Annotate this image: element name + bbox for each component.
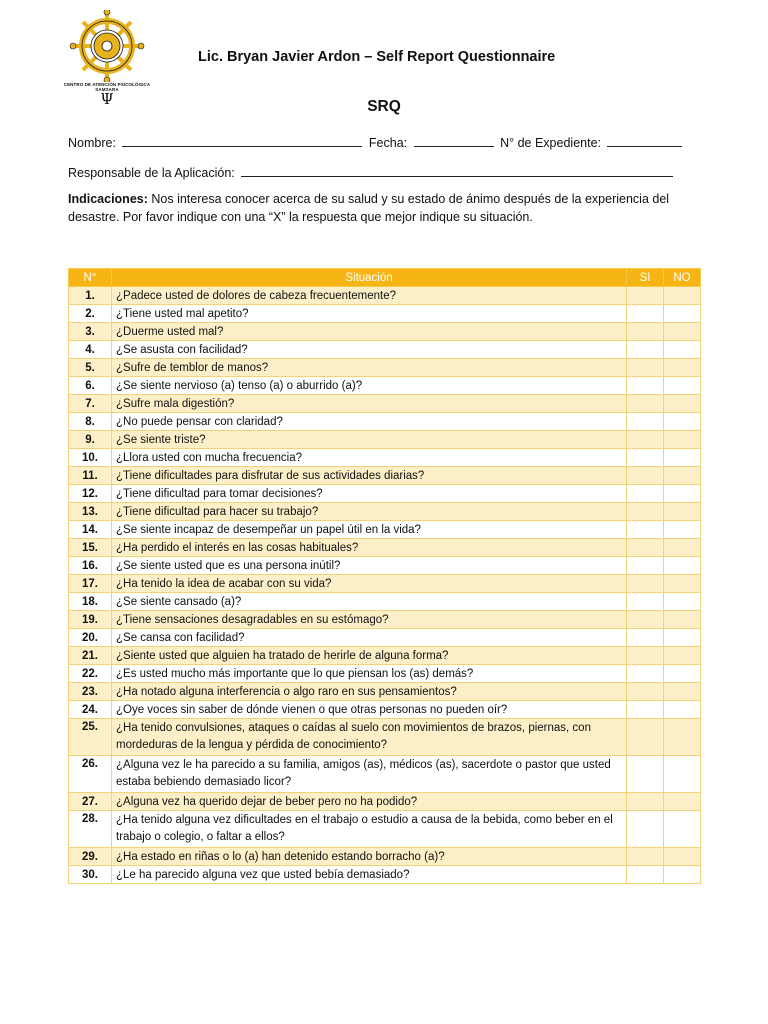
answer-no-cell[interactable] — [664, 467, 701, 485]
question-number: 7. — [69, 395, 112, 413]
answer-si-cell[interactable] — [627, 611, 664, 629]
answer-si-cell[interactable] — [627, 395, 664, 413]
table-row — [69, 305, 701, 323]
answer-si-cell[interactable] — [627, 377, 664, 395]
question-text: ¿Alguna vez ha querido dejar de beber pero no ha podido? — [112, 793, 627, 811]
question-number: 26. — [69, 756, 112, 793]
question-text: ¿Le ha parecido alguna vez que usted bebía demasiado? — [112, 866, 627, 884]
answer-no-cell[interactable] — [664, 503, 701, 521]
table-row — [69, 683, 701, 701]
table-row — [69, 413, 701, 431]
table-row — [69, 359, 701, 377]
answer-no-cell[interactable] — [664, 377, 701, 395]
question-text: ¿Ha estado en riñas o lo (a) han detenido estando borracho (a)? — [112, 848, 627, 866]
answer-si-cell[interactable] — [627, 287, 664, 305]
answer-no-cell[interactable] — [664, 756, 701, 793]
answer-no-cell[interactable] — [664, 793, 701, 811]
header-no: NO — [664, 269, 701, 287]
answer-no-cell[interactable] — [664, 647, 701, 665]
table-row — [69, 431, 701, 449]
question-number: 11. — [69, 467, 112, 485]
answer-no-cell[interactable] — [664, 665, 701, 683]
question-text: ¿Se siente incapaz de desempeñar un papel útil en la vida? — [112, 521, 627, 539]
question-text: ¿No puede pensar con claridad? — [112, 413, 627, 431]
question-number: 13. — [69, 503, 112, 521]
header-number: N° — [69, 269, 112, 287]
question-text: ¿Tiene dificultades para disfrutar de sus actividades diarias? — [112, 467, 627, 485]
nombre-field[interactable] — [122, 134, 362, 147]
logo-caption: CENTRO DE ATENCIÓN PSICOLÓGICA SAMSARA — [63, 82, 151, 92]
answer-si-cell[interactable] — [627, 647, 664, 665]
answer-si-cell[interactable] — [627, 719, 664, 756]
question-number: 1. — [69, 287, 112, 305]
answer-si-cell[interactable] — [627, 413, 664, 431]
ship-wheel-icon — [62, 10, 152, 82]
answer-no-cell[interactable] — [664, 866, 701, 884]
table-row — [69, 701, 701, 719]
question-number: 10. — [69, 449, 112, 467]
table-row — [69, 539, 701, 557]
question-number: 9. — [69, 431, 112, 449]
table-row — [69, 629, 701, 647]
question-number: 17. — [69, 575, 112, 593]
answer-no-cell[interactable] — [664, 848, 701, 866]
question-number: 27. — [69, 793, 112, 811]
question-number: 30. — [69, 866, 112, 884]
question-text: ¿Ha perdido el interés en las cosas habituales? — [112, 539, 627, 557]
answer-no-cell[interactable] — [664, 323, 701, 341]
table-row — [69, 485, 701, 503]
answer-si-cell[interactable] — [627, 848, 664, 866]
answer-si-cell[interactable] — [627, 485, 664, 503]
table-row — [69, 756, 701, 793]
responsable-field[interactable] — [241, 164, 673, 177]
answer-no-cell[interactable] — [664, 611, 701, 629]
question-text: ¿Se siente nervioso (a) tenso (a) o aburrido (a)? — [112, 377, 627, 395]
answer-si-cell[interactable] — [627, 756, 664, 793]
answer-si-cell[interactable] — [627, 341, 664, 359]
table-row — [69, 575, 701, 593]
answer-no-cell[interactable] — [664, 287, 701, 305]
question-text: ¿Siente usted que alguien ha tratado de herirle de alguna forma? — [112, 647, 627, 665]
table-row — [69, 395, 701, 413]
header-situation: Situación — [112, 269, 627, 287]
question-text: ¿Sufre de temblor de manos? — [112, 359, 627, 377]
question-number: 6. — [69, 377, 112, 395]
question-number: 8. — [69, 413, 112, 431]
table-row — [69, 866, 701, 884]
instructions — [68, 190, 708, 226]
answer-no-cell[interactable] — [664, 449, 701, 467]
answer-no-cell[interactable] — [664, 431, 701, 449]
answer-si-cell[interactable] — [627, 431, 664, 449]
table-row — [69, 341, 701, 359]
answer-si-cell[interactable] — [627, 683, 664, 701]
question-number: 12. — [69, 485, 112, 503]
answer-si-cell[interactable] — [627, 323, 664, 341]
answer-no-cell[interactable] — [664, 359, 701, 377]
answer-no-cell[interactable] — [664, 557, 701, 575]
table-row — [69, 377, 701, 395]
identification-row — [68, 134, 685, 150]
table-row — [69, 323, 701, 341]
question-text: ¿Ha notado alguna interferencia o algo raro en sus pensamientos? — [112, 683, 627, 701]
question-number: 14. — [69, 521, 112, 539]
answer-no-cell[interactable] — [664, 701, 701, 719]
question-text: ¿Se siente triste? — [112, 431, 627, 449]
table-row — [69, 557, 701, 575]
answer-no-cell[interactable] — [664, 811, 701, 848]
fecha-field[interactable] — [414, 134, 494, 147]
question-text: ¿Oye voces sin saber de dónde vienen o que otras personas no pueden oír? — [112, 701, 627, 719]
answer-no-cell[interactable] — [664, 521, 701, 539]
question-text: ¿Ha tenido la idea de acabar con su vida? — [112, 575, 627, 593]
answer-no-cell[interactable] — [664, 629, 701, 647]
question-text: ¿Tiene sensaciones desagradables en su estómago? — [112, 611, 627, 629]
answer-no-cell[interactable] — [664, 683, 701, 701]
instructions-label: Indicaciones: — [68, 192, 148, 206]
table-row — [69, 848, 701, 866]
question-number: 2. — [69, 305, 112, 323]
answer-no-cell[interactable] — [664, 305, 701, 323]
answer-si-cell[interactable] — [627, 665, 664, 683]
question-text: ¿Duerme usted mal? — [112, 323, 627, 341]
question-text: ¿Padece usted de dolores de cabeza frecuentemente? — [112, 287, 627, 305]
question-text: ¿Tiene usted mal apetito? — [112, 305, 627, 323]
question-number: 24. — [69, 701, 112, 719]
answer-si-cell[interactable] — [627, 521, 664, 539]
answer-si-cell[interactable] — [627, 305, 664, 323]
question-number: 20. — [69, 629, 112, 647]
instructions-text: Nos interesa conocer acerca de su salud y su estado de ánimo después de la experiencia del desastre. Por favor indique con una “X” la respuesta que mejor indique su situación. — [68, 192, 670, 224]
form-heading: SRQ — [367, 98, 401, 115]
question-text: ¿Sufre mala digestión? — [112, 395, 627, 413]
question-number: 5. — [69, 359, 112, 377]
question-text: ¿Alguna vez le ha parecido a su familia, amigos (as), médicos (as), sacerdote o pastor que usted estaba bebiendo demasiado licor? — [112, 756, 627, 793]
logo — [62, 10, 152, 110]
table-row — [69, 287, 701, 305]
table-row — [69, 611, 701, 629]
table-row — [69, 793, 701, 811]
table-row — [69, 719, 701, 756]
fecha-label: Fecha: — [368, 136, 408, 150]
document-title: Lic. Bryan Javier Ardon – Self Report Questionnaire — [198, 49, 556, 65]
answer-no-cell[interactable] — [664, 575, 701, 593]
question-text: ¿Se asusta con facilidad? — [112, 341, 627, 359]
question-number: 15. — [69, 539, 112, 557]
answer-si-cell[interactable] — [627, 701, 664, 719]
question-text: ¿Se siente usted que es una persona inútil? — [112, 557, 627, 575]
answer-si-cell[interactable] — [627, 449, 664, 467]
question-number: 4. — [69, 341, 112, 359]
answer-no-cell[interactable] — [664, 485, 701, 503]
question-number: 16. — [69, 557, 112, 575]
answer-si-cell[interactable] — [627, 811, 664, 848]
answer-si-cell[interactable] — [627, 575, 664, 593]
answer-no-cell[interactable] — [664, 341, 701, 359]
table-row — [69, 449, 701, 467]
question-number: 3. — [69, 323, 112, 341]
question-text: ¿Tiene dificultad para tomar decisiones? — [112, 485, 627, 503]
answer-si-cell[interactable] — [627, 793, 664, 811]
table-row — [69, 593, 701, 611]
answer-no-cell[interactable] — [664, 593, 701, 611]
question-number: 18. — [69, 593, 112, 611]
answer-si-cell[interactable] — [627, 467, 664, 485]
question-text: ¿Es usted mucho más importante que lo que piensan los (as) demás? — [112, 665, 627, 683]
answer-si-cell[interactable] — [627, 629, 664, 647]
srq-table — [68, 268, 701, 884]
answer-no-cell[interactable] — [664, 413, 701, 431]
question-text: ¿Llora usted con mucha frecuencia? — [112, 449, 627, 467]
question-number: 19. — [69, 611, 112, 629]
answer-no-cell[interactable] — [664, 719, 701, 756]
question-number: 28. — [69, 811, 112, 848]
table-header-row — [69, 269, 701, 287]
table-row — [69, 665, 701, 683]
answer-no-cell[interactable] — [664, 539, 701, 557]
table-row — [69, 521, 701, 539]
answer-si-cell[interactable] — [627, 593, 664, 611]
answer-si-cell[interactable] — [627, 866, 664, 884]
question-text: ¿Tiene dificultad para hacer su trabajo? — [112, 503, 627, 521]
question-text: ¿Se cansa con facilidad? — [112, 629, 627, 647]
table-row — [69, 467, 701, 485]
answer-no-cell[interactable] — [664, 395, 701, 413]
psi-symbol: Ψ — [100, 90, 114, 108]
question-number: 21. — [69, 647, 112, 665]
header-si: SI — [627, 269, 664, 287]
question-number: 23. — [69, 683, 112, 701]
answer-si-cell[interactable] — [627, 539, 664, 557]
table-row — [69, 811, 701, 848]
answer-si-cell[interactable] — [627, 503, 664, 521]
table-row — [69, 647, 701, 665]
table-row — [69, 503, 701, 521]
answer-si-cell[interactable] — [627, 557, 664, 575]
question-text: ¿Se siente cansado (a)? — [112, 593, 627, 611]
question-number: 29. — [69, 848, 112, 866]
question-text: ¿Ha tenido convulsiones, ataques o caídas al suelo con movimientos de brazos, piernas, con mordeduras de la lengua y pérdida de conocimiento? — [112, 719, 627, 756]
expediente-label: N° de Expediente: — [500, 136, 601, 150]
expediente-field[interactable] — [607, 134, 682, 147]
responsable-row — [68, 164, 676, 180]
question-number: 25. — [69, 719, 112, 756]
question-text: ¿Ha tenido alguna vez dificultades en el trabajo o estudio a causa de la bebida, como beber en el trabajo o colegio, o faltar a ellos? — [112, 811, 627, 848]
table-body — [69, 287, 701, 884]
responsable-label: Responsable de la Aplicación: — [68, 166, 235, 180]
answer-si-cell[interactable] — [627, 359, 664, 377]
question-number: 22. — [69, 665, 112, 683]
nombre-label: Nombre: — [68, 136, 116, 150]
